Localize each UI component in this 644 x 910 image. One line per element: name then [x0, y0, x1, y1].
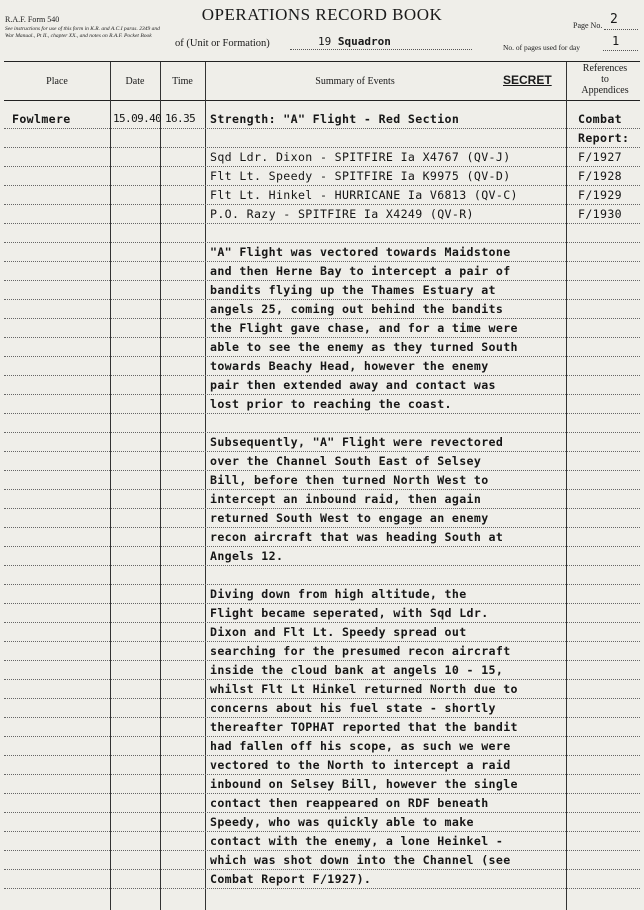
unit-field	[318, 35, 391, 48]
ruled-line	[4, 166, 640, 167]
ruled-line	[4, 717, 640, 718]
ruled-line	[4, 356, 640, 357]
ruled-line	[4, 280, 640, 281]
ruled-line	[4, 584, 640, 585]
ruled-line	[4, 565, 640, 566]
ruled-line	[4, 185, 640, 186]
ruled-line	[4, 489, 640, 490]
pages-used-line	[603, 50, 638, 51]
ruled-line	[4, 261, 640, 262]
ruled-line	[4, 394, 640, 395]
summary-line: intercept an inbound raid, then again	[210, 492, 482, 506]
ruled-line	[4, 736, 640, 737]
column-header-place: Place	[46, 76, 68, 87]
summary-line: Diving down from high altitude, the	[210, 587, 467, 601]
summary-line: able to see the enemy as they turned South	[210, 340, 518, 354]
summary-line: thereafter TOPHAT reported that the bandit	[210, 720, 518, 734]
ruled-line	[4, 451, 640, 452]
page-title: OPERATIONS RECORD BOOK	[201, 5, 443, 24]
ruled-line	[4, 242, 640, 243]
ruled-line	[4, 508, 640, 509]
ruled-line	[4, 698, 640, 699]
summary-line: contact with the enemy, a lone Heinkel -	[210, 834, 504, 848]
summary-line: inbound on Selsey Bill, however the single	[210, 777, 518, 791]
entry-time: 16.35	[165, 112, 196, 125]
aircraft-line: Flt Lt. Speedy - SPITFIRE Ia K9975 (QV-D)	[210, 169, 511, 183]
unit-label: of (Unit or Formation)	[175, 38, 270, 49]
page-number: 2	[610, 12, 618, 27]
summary-line: had fallen off his scope, as such we were	[210, 739, 511, 753]
ruled-line	[4, 204, 640, 205]
aircraft-reference: F/1929	[578, 188, 622, 202]
ruled-line	[4, 793, 640, 794]
form-instructions: See instructions for use of this form in K.R. and A.C.I paras. 2349 and War Manual., Pt II., chapter XX., and notes on R.A.F. Pocket Book	[5, 26, 160, 39]
column-divider-date	[160, 62, 161, 910]
references-line-2: to	[601, 74, 609, 85]
ruled-line	[4, 774, 640, 775]
ruled-line	[4, 223, 640, 224]
summary-line: Dixon and Flt Lt. Speedy spread out	[210, 625, 467, 639]
summary-line: concerns about his fuel state - shortly	[210, 701, 496, 715]
column-header-date: Date	[125, 76, 145, 87]
entry-strength: Strength: "A" Flight - Red Section	[210, 112, 460, 126]
unit-field-line	[290, 49, 472, 50]
summary-line: and then Herne Bay to intercept a pair of	[210, 264, 511, 278]
entry-date: 15.09.40	[113, 112, 162, 125]
column-divider-summary	[566, 62, 567, 910]
entry-place: Fowlmere	[12, 112, 71, 126]
summary-line: inside the cloud bank at angels 10 - 15,	[210, 663, 504, 677]
summary-line: Combat Report F/1927).	[210, 872, 372, 886]
summary-line: returned South West to engage an enemy	[210, 511, 489, 525]
references-line-1: References	[582, 63, 628, 74]
ruled-line	[4, 603, 640, 604]
ruled-line	[4, 147, 640, 148]
ruled-line	[4, 128, 640, 129]
ruled-line	[4, 470, 640, 471]
summary-line: Subsequently, "A" Flight were revectored	[210, 435, 504, 449]
ruled-line	[4, 812, 640, 813]
column-header-references	[566, 63, 644, 96]
ruled-line	[4, 850, 640, 851]
summary-line: which was shot down into the Channel (see	[210, 853, 511, 867]
ruled-line	[4, 432, 640, 433]
ruled-line	[4, 527, 640, 528]
form-id: R.A.F. Form 540	[5, 15, 60, 24]
summary-line: "A" Flight was vectored towards Maidstone	[210, 245, 511, 259]
ruled-line	[4, 679, 640, 680]
pages-used: 1	[612, 34, 620, 48]
summary-line: searching for the presumed recon aircraft	[210, 644, 511, 658]
reference-head-1: Combat	[578, 112, 622, 126]
ruled-line	[4, 622, 640, 623]
summary-line: lost prior to reaching the coast.	[210, 397, 452, 411]
summary-line: over the Channel South East of Selsey	[210, 454, 482, 468]
unit-number: 19	[318, 35, 332, 48]
ruled-line	[4, 413, 640, 414]
page-number-line	[604, 29, 638, 30]
secret-stamp: SECRET	[503, 73, 552, 87]
column-divider-time	[205, 62, 206, 910]
summary-line: contact then reappeared on RDF beneath	[210, 796, 489, 810]
summary-line: Bill, before then turned North West to	[210, 473, 489, 487]
summary-line: recon aircraft that was heading South at	[210, 530, 504, 544]
aircraft-line: P.O. Razy - SPITFIRE Ia X4249 (QV-R)	[210, 207, 474, 221]
ruled-line	[4, 831, 640, 832]
summary-line: pair then extended away and contact was	[210, 378, 496, 392]
summary-line: whilst Flt Lt Hinkel returned North due to	[210, 682, 518, 696]
references-line-3: Appendices	[581, 85, 629, 96]
unit-name: Squadron	[337, 35, 391, 48]
summary-line: Flight became seperated, with Sqd Ldr.	[210, 606, 489, 620]
column-divider-place	[110, 62, 111, 910]
aircraft-line: Flt Lt. Hinkel - HURRICANE Ia V6813 (QV-C)	[210, 188, 518, 202]
column-header-summary-label: Summary of Events	[315, 76, 395, 87]
ruled-line	[4, 375, 640, 376]
ruled-line	[4, 318, 640, 319]
summary-line: Speedy, who was quickly able to make	[210, 815, 474, 829]
aircraft-reference: F/1928	[578, 169, 622, 183]
ruled-line	[4, 641, 640, 642]
page-number-label: Page No.	[573, 21, 603, 30]
column-header-time: Time	[172, 76, 193, 87]
summary-line: Angels 12.	[210, 549, 284, 563]
ruled-line	[4, 337, 640, 338]
ruled-line	[4, 888, 640, 889]
ruled-line	[4, 546, 640, 547]
aircraft-reference: F/1930	[578, 207, 622, 221]
ruled-line	[4, 755, 640, 756]
summary-line: vectored to the North to intercept a raid	[210, 758, 511, 772]
header-bottom-border	[4, 100, 640, 101]
aircraft-line: Sqd Ldr. Dixon - SPITFIRE Ia X4767 (QV-J)	[210, 150, 511, 164]
ruled-line	[4, 299, 640, 300]
table-top-border	[4, 61, 640, 62]
ruled-line	[4, 660, 640, 661]
summary-line: angels 25, coming out behind the bandits	[210, 302, 504, 316]
column-header-summary	[205, 76, 625, 87]
summary-line: the Flight gave chase, and for a time were	[210, 321, 518, 335]
ruled-line	[4, 869, 640, 870]
summary-line: towards Beachy Head, however the enemy	[210, 359, 489, 373]
summary-line: bandits flying up the Thames Estuary at	[210, 283, 496, 297]
reference-head-2: Report:	[578, 131, 630, 145]
pages-used-label: No. of pages used for day	[503, 43, 581, 52]
aircraft-reference: F/1927	[578, 150, 622, 164]
